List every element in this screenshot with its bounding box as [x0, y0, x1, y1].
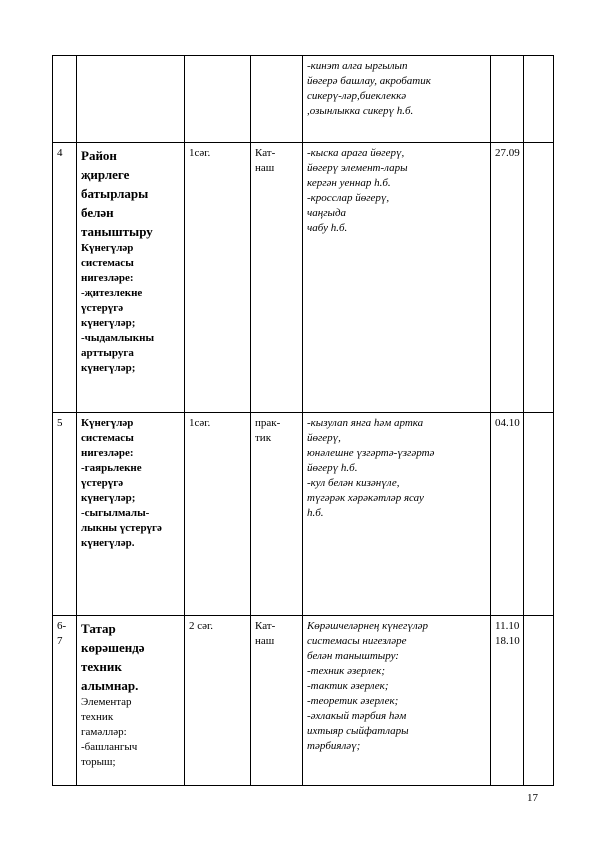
cell-line: йөгерә башлау, акробатик [307, 75, 431, 87]
cell-line: җирлеге [81, 167, 130, 182]
cell-line: -теоретик әзерлек; [307, 695, 399, 707]
cell-line: үстерүгә [81, 477, 124, 489]
lesson-date-cell [491, 413, 524, 616]
cell-line: кергән уеннар һ.б. [307, 177, 391, 189]
cell-line: нигезләре: [81, 447, 134, 459]
cell-line: Татар [81, 621, 116, 636]
cell-line: чабу һ.б. [307, 222, 348, 234]
lesson-number-cell: 5 [53, 413, 77, 616]
cell-line: -гаярьлекне [81, 462, 142, 474]
lesson-note-cell [524, 413, 554, 616]
cell-line: -чыдамлыкны [81, 332, 155, 344]
cell-line: техник [81, 659, 122, 674]
cell-line: ,озынлыкка сикерү һ.б. [307, 105, 414, 117]
cell-line: -кросслар йөгерү, [307, 192, 390, 204]
cell-line: -техник әзерлек; [307, 665, 385, 677]
cell-line: чаңгыда [307, 207, 347, 219]
cell-line: Кат- [255, 147, 276, 159]
cell-line: түгәрәк хәрәкәтләр ясау [307, 492, 424, 504]
cell-line: -башлангыч [81, 741, 138, 753]
lesson-plan-body [53, 56, 554, 786]
cell-line: торыш; [81, 756, 116, 768]
cell-line: -кыска арага йөгерү, [307, 147, 405, 159]
lesson-date-cell [491, 143, 524, 413]
table-row [53, 56, 554, 143]
cell-line: -кызулап янга һәм артка [307, 417, 424, 429]
cell-line: -сыгылмалы- [81, 507, 150, 519]
lesson-content-cell [303, 56, 491, 143]
cell-line: 6- [57, 620, 67, 632]
cell-line: техник [81, 711, 114, 723]
cell-line: -кинэт алга ыргылып [307, 60, 408, 72]
cell-line: белән таныштыру: [307, 650, 399, 662]
cell-line: йөгерү һ.б. [307, 462, 358, 474]
cell-line: 18.10 [495, 635, 520, 647]
cell-line: тәрбияләү; [307, 740, 361, 752]
cell-line: Күнегүләр [81, 417, 134, 429]
lesson-hours-cell: 1сәг. [185, 143, 251, 413]
cell-line: -әхлакый тәрбия һәм [307, 710, 407, 722]
cell-line: 04.10 [495, 417, 520, 429]
cell-line: прак- [255, 417, 281, 429]
lesson-content-cell [303, 143, 491, 413]
cell-line: күнегүләр; [81, 492, 136, 504]
cell-line: Элементар [81, 696, 132, 708]
lesson-number-cell [53, 616, 77, 786]
lesson-content-cell [303, 413, 491, 616]
table-row [53, 616, 554, 786]
lesson-type-cell [251, 56, 303, 143]
cell-line: арттыруга [81, 347, 134, 359]
lesson-type-cell [251, 616, 303, 786]
lesson-number-cell [53, 56, 77, 143]
cell-line: системасы [81, 257, 134, 269]
cell-line: -җитезлекне [81, 287, 143, 299]
cell-line: Район [81, 148, 117, 163]
lesson-hours-cell: 1сәг. [185, 413, 251, 616]
lesson-topic-cell [77, 56, 185, 143]
cell-line: Кат- [255, 620, 276, 632]
lesson-hours-cell: 2 сәг. [185, 616, 251, 786]
cell-line: белән [81, 205, 114, 220]
cell-line: -кул белән кизәнүле, [307, 477, 400, 489]
cell-line: 11.10 [495, 620, 520, 632]
cell-line: Күнегүләр [81, 242, 134, 254]
table-row [53, 143, 554, 413]
lesson-date-cell [491, 616, 524, 786]
cell-line: батырлары [81, 186, 149, 201]
cell-line: һ.б. [307, 507, 324, 519]
lesson-topic-cell [77, 143, 185, 413]
cell-line: -тактик әзерлек; [307, 680, 389, 692]
cell-line: алымнар. [81, 678, 139, 693]
lesson-type-cell [251, 143, 303, 413]
lesson-date-cell [491, 56, 524, 143]
cell-line: йөгерү, [307, 432, 341, 444]
lesson-plan-table [52, 55, 554, 786]
lesson-topic-cell [77, 616, 185, 786]
page-number: 17 [527, 792, 538, 804]
lesson-topic-cell [77, 413, 185, 616]
lesson-note-cell [524, 56, 554, 143]
cell-line: системасы [81, 432, 134, 444]
cell-line: үстерүгә [81, 302, 124, 314]
lesson-type-cell [251, 413, 303, 616]
table-row [53, 413, 554, 616]
cell-line: көрәшендә [81, 640, 145, 655]
cell-line: Көрәшчеләрнең күнегүләр [307, 620, 429, 632]
lesson-note-cell [524, 616, 554, 786]
cell-line: наш [255, 635, 275, 647]
cell-line: йөгерү элемент-лары [307, 162, 408, 174]
lesson-hours-cell [185, 56, 251, 143]
cell-line: системасы нигезләре [307, 635, 407, 647]
cell-line: күнегүләр. [81, 537, 135, 549]
lesson-content-cell [303, 616, 491, 786]
cell-line: гамәлләр: [81, 726, 127, 738]
cell-line: тик [255, 432, 272, 444]
cell-line: ихтыяр сыйфатлары [307, 725, 409, 737]
cell-line: күнегүләр; [81, 362, 136, 374]
cell-line: күнегүләр; [81, 317, 136, 329]
cell-line: 7 [57, 635, 63, 647]
cell-line: нигезләре: [81, 272, 134, 284]
lesson-note-cell [524, 143, 554, 413]
cell-line: сикерү-ләр,биеклеккә [307, 90, 407, 102]
cell-line: юнәлешне үзгәртә-үзгәртә [307, 447, 435, 459]
cell-line: наш [255, 162, 275, 174]
lesson-number-cell: 4 [53, 143, 77, 413]
cell-line: лыкны үстерүгә [81, 522, 162, 534]
cell-line: 27.09 [495, 147, 520, 159]
cell-line: таныштыру [81, 224, 153, 239]
